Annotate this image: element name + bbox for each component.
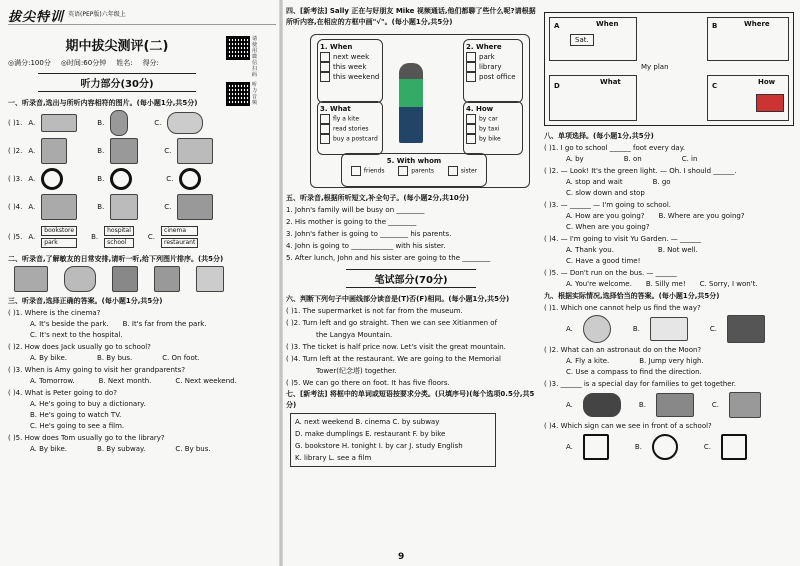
museum-icon <box>154 266 180 292</box>
qr-code-icon[interactable] <box>226 36 250 60</box>
person-sitting-icon <box>110 194 138 220</box>
where-box <box>463 39 523 103</box>
s5-text: his parents. <box>410 230 452 238</box>
shop-icon <box>177 138 213 164</box>
s3-q4-opt-b <box>8 410 276 421</box>
people-group-icon <box>177 194 213 220</box>
sign-park: park <box>41 238 77 248</box>
s5-line-1: 1. John's family will be busy on ________ <box>286 206 425 214</box>
where-option: park <box>479 53 495 61</box>
opt[interactable]: B. Jump very high. <box>639 357 704 365</box>
checkbox[interactable] <box>320 124 330 134</box>
plan-where-box <box>707 17 789 61</box>
opt[interactable]: C. Next weekend. <box>175 377 237 385</box>
bike-rider-icon <box>64 266 96 292</box>
opt[interactable]: B. Silly me! <box>645 280 686 288</box>
s3-q2: ( )2. How does Jack usually go to school? <box>8 343 151 351</box>
shop-front-icon <box>196 266 224 292</box>
tall-building-icon <box>110 138 138 164</box>
opt[interactable]: B. Not well. <box>657 246 698 254</box>
where-option: library <box>479 63 502 71</box>
checkbox[interactable] <box>448 166 458 176</box>
how-option: by bike <box>479 135 501 143</box>
checkbox[interactable] <box>320 114 330 124</box>
s9-q4-pics <box>544 432 794 462</box>
full-score: ◎满分:100分 <box>8 59 51 67</box>
opt-a[interactable]: A. <box>566 401 573 409</box>
what-option: read stories <box>333 125 369 133</box>
how-box <box>463 101 523 155</box>
sign-cinema: cinema <box>161 226 198 236</box>
word-row: K. library L. see a film <box>295 454 372 462</box>
s9-q3: ( )3. ______ is a special day for families to get together. <box>544 380 737 388</box>
sign-restaurant: restaurant <box>161 238 198 248</box>
s1-item-3 <box>8 165 276 193</box>
opt-c[interactable]: C. <box>709 325 718 333</box>
compass-icon <box>583 315 611 343</box>
word-row: G. bookstore H. tonight I. by car J. study English <box>295 442 463 450</box>
s5-line-3: 3. John's father is going to ________ his parents. <box>286 230 452 238</box>
opt-c: C. <box>154 119 162 127</box>
opt[interactable]: A. Fly a kite. <box>566 357 610 365</box>
checkbox[interactable] <box>398 166 408 176</box>
opt[interactable]: A. By bike. <box>30 354 68 362</box>
opt[interactable]: A. Tomorrow. <box>30 377 75 385</box>
opt[interactable]: C. Use a compass to find the direction. <box>566 368 702 376</box>
opt[interactable]: B. He's going to watch TV. <box>30 411 122 419</box>
page-fold <box>279 0 283 566</box>
s8-q3: ( )3. — ______ — I'm going to school. <box>544 201 671 209</box>
header <box>8 6 276 25</box>
checkbox[interactable] <box>466 134 476 144</box>
whom-box <box>341 153 487 187</box>
whom-heading: 5. With whom <box>386 157 442 165</box>
opt[interactable]: B. Where are you going? <box>658 212 745 220</box>
s6-line: ( )1. The supermarket is not far from the museum. <box>286 307 463 315</box>
score-field[interactable]: 得分: <box>142 59 159 67</box>
s8-q5: ( )5. — Don't run on the bus. — ______ <box>544 269 677 277</box>
s9-q1-pics <box>544 314 794 344</box>
s6-line: ( )4. Turn left at the restaurant. We are going to the Memorial <box>286 355 501 363</box>
opt[interactable]: C. When are you going? <box>566 223 650 231</box>
what-option: fly a kite <box>333 115 360 123</box>
label-b: B <box>712 22 718 30</box>
s8-q2: ( )2. — Look! It's the green light. — Oh. I should ______. <box>544 167 737 175</box>
whom-option: parents <box>411 167 435 175</box>
opt-a[interactable]: A. <box>566 325 573 333</box>
family-icon <box>729 392 761 418</box>
checkbox[interactable] <box>320 72 330 82</box>
children-crossing-sign-icon <box>721 434 747 460</box>
dragon-boat-icon <box>656 393 694 417</box>
school-icon <box>14 266 48 292</box>
item-num: ( )1. <box>8 119 23 127</box>
what-box <box>317 101 383 155</box>
s8-q1-opts <box>544 154 794 165</box>
s3-q1: ( )1. Where is the cinema? <box>8 309 101 317</box>
s3-q5-opts <box>8 444 276 455</box>
no-walking-sign-icon <box>652 434 678 460</box>
s5-text: 2. His mother is going to the <box>286 218 387 226</box>
u-turn-sign-icon <box>41 168 63 190</box>
where-heading: 2. Where <box>466 43 502 51</box>
s3-title: 三、听录音,选择正确的答案。(每小题1分,共5分) <box>8 297 163 305</box>
opt[interactable]: A. It's beside the park. <box>30 320 109 328</box>
checkbox[interactable] <box>320 52 330 62</box>
s5-line-4: 4. John is going to ____________ with his sister. <box>286 242 446 250</box>
s3-q3: ( )3. When is Amy going to visit her grandparents? <box>8 366 186 374</box>
sign-pair-b <box>104 226 134 248</box>
s8-q4-opts <box>544 245 794 256</box>
opt-b: B. <box>91 233 99 241</box>
checkbox[interactable] <box>351 166 361 176</box>
s3-q4-opt-a <box>8 399 276 410</box>
s1-item-4 <box>8 193 276 221</box>
plan-what-label: What <box>600 78 621 86</box>
opt[interactable]: C. On foot. <box>162 354 200 362</box>
s6-line: ( )3. The ticket is half price now. Let's visit the great mountain. <box>286 343 506 351</box>
whom-option: sister <box>460 167 478 175</box>
map-icon <box>727 315 765 343</box>
opt[interactable]: B. By subway. <box>97 445 146 453</box>
opt-c: C. <box>147 233 156 241</box>
word-row: D. make dumplings E. restaurant F. by bike <box>295 430 446 438</box>
s2-pictures <box>8 265 276 293</box>
s1-item-1 <box>8 109 276 137</box>
sign-school: school <box>104 238 134 248</box>
checkbox[interactable] <box>466 114 476 124</box>
s9-q1: ( )1. Which one cannot help us find the way? <box>544 304 701 312</box>
s3-q2-opts <box>8 353 276 364</box>
opt[interactable]: A. How are you going? <box>566 212 645 220</box>
qr-code-audio-icon[interactable] <box>226 82 250 106</box>
plan-how-box <box>707 75 789 121</box>
s5-title: 五、听录音,根据所听短文,补全句子。(每小题2分,共10分) <box>286 194 469 202</box>
s3-q5: ( )5. How does Tom usually go to the library? <box>8 434 165 442</box>
s6-line: ( )5. We can go there on foot. It has five floors. <box>286 379 450 387</box>
label-a: A <box>554 22 560 30</box>
s9-q2-opt-c <box>544 367 794 378</box>
label-d: D <box>554 82 560 90</box>
warning-triangle-sign-icon <box>583 434 609 460</box>
name-field[interactable]: 姓名: <box>116 59 133 67</box>
item-num: ( )4. <box>8 203 23 211</box>
checkbox[interactable] <box>466 52 476 62</box>
s9-q2: ( )2. What can an astronaut do on the Moon? <box>544 346 702 354</box>
opt[interactable]: A. Thank you. <box>566 246 614 254</box>
s5-text: 4. John is going to <box>286 242 349 250</box>
plan-when-label: When <box>596 20 619 28</box>
s8-q2-opts <box>544 177 794 188</box>
how-option: by taxi <box>479 125 500 133</box>
boy-figure-icon <box>399 63 423 143</box>
my-plan-diagram <box>544 12 794 126</box>
s5-text: 5. After lunch, John and his sister are going to the <box>286 254 461 262</box>
s9-title: 九、根据实际情况,选择恰当的答案。(每小题1分,共5分) <box>544 292 720 300</box>
building-icon <box>41 138 67 164</box>
s5-text: 1. John's family will be busy on <box>286 206 395 214</box>
mooncake-icon <box>583 393 621 417</box>
left-column <box>8 6 276 548</box>
item-num: ( )2. <box>8 147 23 155</box>
item-num: ( )5. <box>8 233 23 241</box>
opt[interactable]: B. It's far from the park. <box>122 320 207 328</box>
s9-q2-opts <box>544 356 794 367</box>
opt-a: A. <box>28 119 36 127</box>
what-option: buy a postcard <box>333 135 378 143</box>
opt-a: A. <box>28 175 36 183</box>
opt[interactable]: C. in <box>681 155 698 163</box>
s1-title: 一、听录音,选出与所听内容相符的图片。(每小题1分,共5分) <box>8 99 198 107</box>
s5-line-2: 2. His mother is going to the ________ <box>286 218 417 226</box>
written-section-header: 笔试部分(70分) <box>346 269 476 288</box>
qr-audio-label: 听力音频 <box>252 82 258 106</box>
calendar-icon: Sat. <box>570 34 594 46</box>
s6-line: the Langya Mountain. <box>316 331 393 339</box>
word-row: A. next weekend B. cinema C. by subway <box>295 418 440 426</box>
s3-q1-opts2 <box>8 330 276 341</box>
plan-what-box <box>549 75 637 121</box>
opt-c[interactable]: C. <box>711 401 720 409</box>
s6-line: ( )2. Turn left and go straight. Then we can see Xitianmen of <box>286 319 498 327</box>
opt-b[interactable]: B. <box>632 325 640 333</box>
middle-column <box>286 6 536 548</box>
opt[interactable]: B. By bus. <box>97 354 133 362</box>
header-subtitle: 英语(PEP版)六年级上 <box>68 11 126 18</box>
s4-title: 四、[新考法] Sally 正在与好朋友 Mike 视频通话,他们都聊了些什么呢?请根据所听内容,在相应的方框中画"√"。(每小题1分,共5分) <box>286 7 536 26</box>
sign-pair-a <box>41 226 77 248</box>
s3-q4: ( )4. What is Peter going to do? <box>8 389 117 397</box>
opt[interactable]: C. Have a good time! <box>566 257 641 265</box>
opt[interactable]: A. stop and wait <box>566 178 623 186</box>
turn-right-sign-icon <box>179 168 201 190</box>
opt-c[interactable]: C. <box>703 443 712 451</box>
opt[interactable]: B. Next month. <box>98 377 152 385</box>
when-option: this week <box>333 63 367 71</box>
opt-a: A. <box>28 233 36 241</box>
s7-word-box <box>290 413 496 467</box>
how-option: by car <box>479 115 498 123</box>
opt[interactable]: C. He's going to see a film. <box>30 422 125 430</box>
opt-a: A. <box>28 203 36 211</box>
bike-icon <box>167 112 203 134</box>
opt-a[interactable]: A. <box>566 443 573 451</box>
s8-q3-opt-c <box>544 222 794 233</box>
where-option: post office <box>479 73 516 81</box>
how-heading: 4. How <box>466 105 494 113</box>
qr-label: 请使用微信扫码 <box>252 36 258 78</box>
opt[interactable]: A. by <box>566 155 584 163</box>
when-option: this weekend <box>333 73 380 81</box>
opt-b[interactable]: B. <box>638 401 646 409</box>
s9-q4: ( )4. Which sign can we see in front of a school? <box>544 422 712 430</box>
when-heading: 1. When <box>320 43 353 51</box>
s5-line-5: 5. After lunch, John and his sister are going to the ________ <box>286 254 491 262</box>
s9-q3-pics <box>544 390 794 420</box>
when-box <box>317 39 383 103</box>
opt[interactable]: C. By bus. <box>175 445 211 453</box>
opt[interactable]: B. on <box>623 155 642 163</box>
opt[interactable]: A. You're welcome. <box>566 280 632 288</box>
opt-a: A. <box>28 147 36 155</box>
opt-b[interactable]: B. <box>634 443 642 451</box>
s3-q4-opt-c <box>8 421 276 432</box>
sign-pair-c <box>161 226 198 248</box>
brand-logo: 拔尖特训 <box>8 9 65 25</box>
s8-q5-opts <box>544 279 794 290</box>
opt-b: B. <box>97 203 105 211</box>
s8-q1: ( )1. I go to school ______ foot every day. <box>544 144 686 152</box>
checkbox[interactable] <box>320 62 330 72</box>
s6-title: 六、判断下列句子中画线部分读音是(T)否(F)相同。(每小题1分,共5分) <box>286 295 510 303</box>
s1-item-2 <box>8 137 276 165</box>
page-title: 期中拔尖测评(二) <box>65 39 169 54</box>
label-c: C <box>712 82 718 90</box>
postcard-icon <box>650 317 688 341</box>
person-walking-icon <box>110 110 128 136</box>
bus-icon <box>756 94 784 112</box>
plan-how-label: How <box>758 78 776 86</box>
checkbox[interactable] <box>466 124 476 134</box>
s8-title: 八、单项选择。(每小题1分,共5分) <box>544 132 654 140</box>
s4-activity-card <box>310 34 530 188</box>
s7-title: 七、[新考法] 将框中的单词或短语按要求分类。(只填序号)(每个选项0.5分,共5分) <box>286 390 535 409</box>
cinema-icon <box>112 266 138 292</box>
straight-ahead-sign-icon <box>110 168 132 190</box>
sign-bookstore: bookstore <box>41 226 77 236</box>
s5-text: 3. John's father is going to <box>286 230 378 238</box>
right-column <box>544 6 794 548</box>
opt[interactable]: B. go <box>652 178 671 186</box>
car-icon <box>41 114 77 132</box>
opt[interactable]: C. It's next to the hospital. <box>30 331 123 339</box>
listening-section-header: 听力部分(30分) <box>38 73 196 92</box>
when-option: next week <box>333 53 370 61</box>
s3-q3-opts <box>8 376 276 387</box>
plan-where-label: Where <box>744 20 770 28</box>
s8-q4-opt-c <box>544 256 794 267</box>
s6-line: Tower(纪念塔) together. <box>316 367 397 375</box>
opt[interactable]: C. Sorry, I won't. <box>699 280 758 288</box>
opt-b: B. <box>97 119 105 127</box>
opt-c: C. <box>164 147 172 155</box>
s3-q1-opts <box>8 319 276 330</box>
s8-q2-opt-c <box>544 188 794 199</box>
family-picture-icon <box>41 194 77 220</box>
opt[interactable]: C. slow down and stop <box>566 189 645 197</box>
opt[interactable]: A. By bike. <box>30 445 68 453</box>
page-number: 9 <box>398 552 405 562</box>
what-heading: 3. What <box>320 105 351 113</box>
plan-when-box <box>549 17 637 61</box>
sign-hospital: hospital <box>104 226 134 236</box>
s8-q3-opts <box>544 211 794 222</box>
s5-text: with his sister. <box>395 242 446 250</box>
s2-title: 二、听录音,了解敏友的日常安排,请听一听,给下列图片排序。(共5分) <box>8 255 224 263</box>
whom-option: friends <box>363 167 385 175</box>
checkbox[interactable] <box>320 134 330 144</box>
opt-c: C. <box>166 175 174 183</box>
item-num: ( )3. <box>8 175 23 183</box>
opt-b: B. <box>97 175 105 183</box>
opt-c: C. <box>164 203 172 211</box>
opt[interactable]: A. He's going to buy a dictionary. <box>30 400 146 408</box>
s1-item-5 <box>8 221 276 253</box>
checkbox[interactable] <box>466 72 476 82</box>
s8-q4: ( )4. — I'm going to visit Yu Garden. — ______ <box>544 235 701 243</box>
checkbox[interactable] <box>466 62 476 72</box>
time-limit: ◎时间:60分钟 <box>60 59 107 67</box>
my-plan-center: My plan <box>641 63 669 71</box>
opt-b: B. <box>97 147 105 155</box>
